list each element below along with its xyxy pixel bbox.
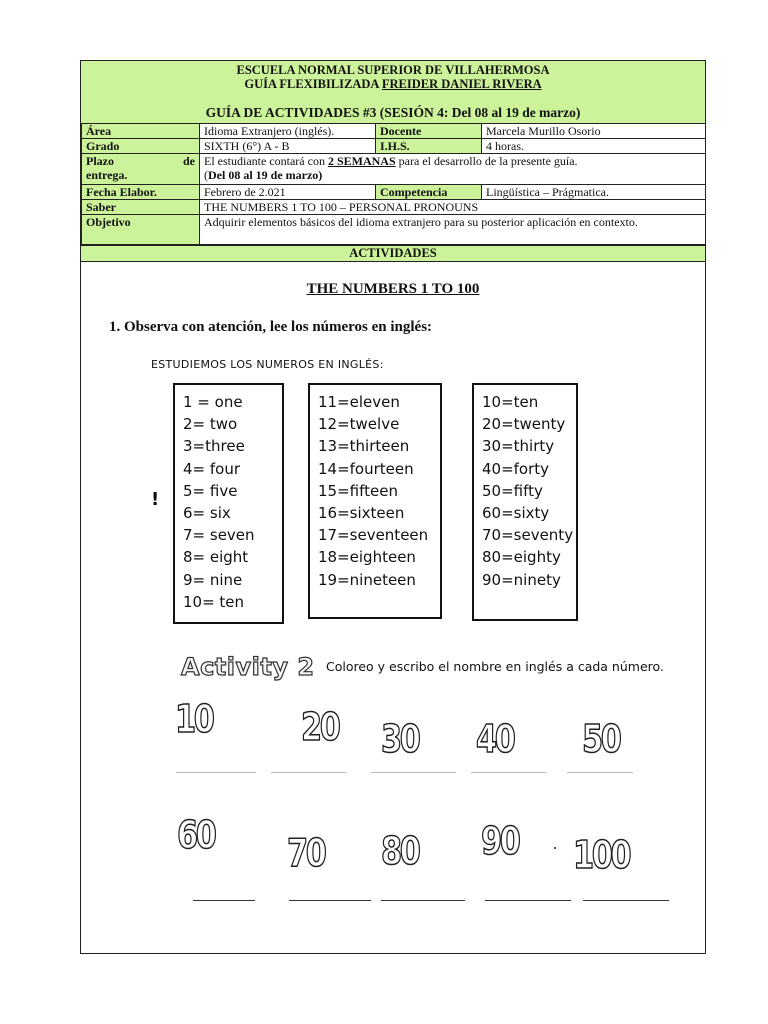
plazo-text-c: para el desarrollo de la presente guía. [395,154,578,168]
number-word: 7= seven [183,526,255,545]
number-word: 50=fifty [482,481,543,500]
number-word: 14=fourteen [318,459,414,478]
number-word: 1 = one [183,393,243,411]
outline-number-50: 50 [582,717,620,761]
answer-line[interactable] [567,772,633,773]
outline-number-20: 20 [301,705,339,749]
grado-value: SIXTH (6°) A - B [200,139,376,154]
numbers-box-1 [173,383,284,624]
number-word: 6= six [183,504,231,523]
fecha-value: Febrero de 2.021 [200,185,376,200]
numbers-box-3 [472,383,578,621]
fecha-label: Fecha Elabor. [82,185,200,200]
answer-line[interactable] [485,900,571,901]
competencia-label: Competencia [376,185,482,200]
ihs-value: 4 horas. [482,139,706,154]
area-label: Área [82,124,200,139]
outline-number-40: 40 [476,717,514,761]
number-word: 15=fifteen [318,481,398,500]
plazo-text-d: ( [204,168,208,182]
activity-2-instruction: Coloreo y escribo el nombre en inglés a cada número. [326,659,664,674]
objetivo-value: Adquirir elementos básicos del idioma extranjero para su posterior aplicación en contexto. [200,215,706,245]
answer-line[interactable] [381,900,465,901]
outline-number-80: 80 [381,829,419,873]
number-word: 2= two [183,415,238,434]
number-word: 90=ninety [482,570,561,589]
plazo-label-c: entrega. [86,168,128,182]
stray-dot [554,847,556,849]
question-1: 1. Observa con atención, lee los números en inglés: [109,319,433,335]
plazo-label [82,154,200,185]
outline-number-70: 70 [287,831,325,875]
stray-mark: ! [151,489,160,510]
outline-number-60: 60 [177,813,215,857]
number-word: 70=seventy [482,526,574,545]
number-word: 5= five [183,481,238,500]
plazo-value [200,154,706,185]
answer-line[interactable] [271,772,346,773]
guide-line [81,77,705,92]
ihs-label: I.H.S. [376,139,482,154]
number-word: 13=thirteen [318,437,410,456]
plazo-weeks: 2 SEMANAS [327,154,396,168]
answer-line[interactable] [289,900,371,901]
docente-label: Docente [376,124,482,139]
worksheet-page [80,60,706,954]
outline-number-100: 100 [573,833,630,877]
study-heading: ESTUDIEMOS LOS NUMEROS EN INGLÉS: [151,358,384,371]
saber-label: Saber [82,200,200,215]
header-banner [81,61,705,124]
number-word: 3=three [183,437,245,456]
answer-line[interactable] [371,772,456,773]
number-word: 18=eighteen [318,548,416,567]
number-word: 16=sixteen [318,504,405,523]
number-word: 9= nine [183,570,243,589]
school-name: ESCUELA NORMAL SUPERIOR DE VILLAHERMOSA [236,63,550,77]
number-word: 19=nineteen [318,570,416,589]
number-word: 4= four [183,459,241,478]
outline-number-90: 90 [481,819,519,863]
guide-name: FREIDER DANIEL RIVERA [381,77,542,91]
activity-2-title: Activity 2 [181,653,315,681]
number-word: 40=forty [482,459,550,478]
plazo-text-a: El estudiante contará con [204,154,328,168]
grado-label: Grado [82,139,200,154]
number-word: 10=ten [482,393,539,411]
docente-value: Marcela Murillo Osorio [482,124,706,139]
plazo-dates: Del 08 al 19 de marzo) [208,168,323,182]
number-word: 8= eight [183,548,249,567]
number-word: 11=eleven [318,393,400,411]
number-word: 60=sixty [482,504,550,523]
section-title: THE NUMBERS 1 TO 100 [306,281,480,297]
area-value: Idioma Extranjero (inglés). [200,124,376,139]
number-word: 10= ten [183,592,245,611]
number-word: 30=thirty [482,437,555,456]
plazo-label-b: de [183,154,195,168]
number-word: 20=twenty [482,415,566,434]
objetivo-label: Objetivo [82,215,200,245]
saber-value: THE NUMBERS 1 TO 100 – PERSONAL PRONOUNS [200,200,706,215]
number-word: 80=eighty [482,548,561,567]
outline-number-10: 10 [175,697,213,741]
guide-prefix: GUÍA FLEXIBILIZADA [244,77,382,91]
plazo-label-a: Plazo [86,154,114,168]
outline-number-30: 30 [381,717,419,761]
actividades-bar: ACTIVIDADES [81,245,705,262]
info-table [81,123,706,245]
activities-title: GUÍA DE ACTIVIDADES #3 (SESIÓN 4: Del 08 al 19 de marzo) [205,105,581,120]
number-word: 12=twelve [318,415,400,434]
competencia-value: Lingüística – Prágmatica. [482,185,706,200]
number-word: 17=seventeen [318,526,429,545]
numbers-box-2 [308,383,442,619]
answer-line[interactable] [583,900,669,901]
answer-line[interactable] [193,900,255,901]
answer-line[interactable] [471,772,546,773]
answer-line[interactable] [176,772,256,773]
